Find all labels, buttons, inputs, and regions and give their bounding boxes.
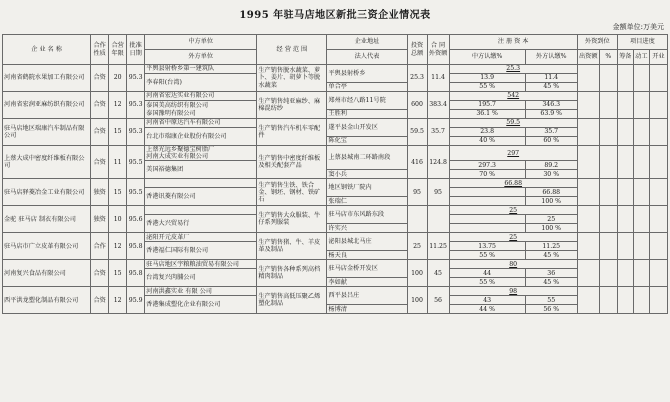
cell-progress-work [633,179,649,206]
partner-fn-text: 香港集成塑化企业有限公司 [146,301,221,309]
cell-capital-fn-amount: 346.3 [525,101,577,110]
cell-scope: 生产销售汽车机车零配件 [257,119,327,146]
cell-address: 郑州市经八路11号院 [327,92,407,110]
cell-scope: 生产销售纯亚麻纱、麻棉混纺纱 [257,92,327,119]
cell-capital-fn-amount: 11.4 [525,74,577,83]
cell-arrival-pct [599,287,617,314]
cell-capital-cn-amount: 195.7 [449,101,525,110]
cell-arrival-paid [577,206,599,233]
cell-capital-fn-pct: 45 % [525,83,577,92]
cell-date: 95.8 [127,233,145,260]
cell-capital-fn-amount: 36 [525,269,577,278]
cell-capital-fn-amount: 89.2 [525,161,577,170]
cell-years: 12 [109,233,127,260]
cell-date: 95.3 [127,65,145,92]
enterprise-table [2,34,668,314]
partner-fn-text: 美国裕德集团 [146,166,184,174]
cell-contract: 124.8 [427,146,449,179]
cell-arrival-paid [577,65,599,92]
table-row [3,146,668,161]
cell-rep: 杨天良 [327,251,407,260]
cell-arrival-pct [599,65,617,92]
cell-years: 15 [109,119,127,146]
cell-progress-open [649,287,667,314]
partner-cn-text-2: 河南大成实业有限公司 [146,153,209,161]
cell-date: 95.5 [127,146,145,179]
cell-years: 11 [109,146,127,179]
table-row [3,206,668,215]
cell-progress-open [649,179,667,206]
cell-capital-fn-amount: 66.88 [525,188,577,197]
cell-progress-work [633,119,649,146]
header-investment: 投资总额 [407,35,427,65]
cell-invest: 59.5 [407,119,427,146]
header-cooperation: 合作性质 [91,35,109,65]
cell-capital-fn-pct: 60 % [525,137,577,146]
cell-partner-cn [145,206,257,215]
cell-invest: 100 [407,260,427,287]
unit-note: 金额单位:万美元 [612,23,664,31]
cell-capital-fn-pct: 100 % [525,197,577,206]
cell-address: 泌阳县城北马庄 [327,233,407,251]
cell-partner-cn [145,119,257,128]
cell-capital-fn-amount: 11.25 [525,242,577,251]
cell-progress-prep [617,146,633,179]
cell-capital-cn-amount [449,215,525,224]
cell-partner-cn [145,92,257,101]
table-row [3,260,668,269]
cell-name: 驻马店市广立皮革有限公司 [3,233,91,260]
header-rep: 法人代表 [327,50,407,65]
table-row [3,287,668,296]
header-years: 合营年限 [109,35,127,65]
cell-capital-cn-pct [449,197,525,206]
header-progress-work: 动工 [633,50,649,65]
cell-arrival-paid [577,179,599,206]
cell-capital-cn-pct: 70 % [449,170,525,179]
cell-address: 地区钢铁厂院内 [327,179,407,197]
cell-invest: 600 [407,92,427,119]
table-row [3,92,668,101]
partner-fn-text: 泰国美高纺织有限公司 [146,102,209,110]
cell-arrival-pct [599,179,617,206]
cell-capital-total: 66.88 [449,179,577,188]
cell-scope: 生产销售生铁、铁合金、钢坯、钢材、铁矿石 [257,179,327,206]
header-arrival-pct: % [599,50,617,65]
cell-progress-prep [617,65,633,92]
cell-date: 95.3 [127,119,145,146]
cell-invest: 95 [407,179,427,206]
partner-cn-text: 河南省中原达汽车有限公司 [146,119,221,127]
cell-partner-fn [145,74,257,92]
cell-partner-cn [145,146,257,161]
cell-partner-fn [145,101,257,119]
cell-progress-prep [617,233,633,260]
cell-contract: 56 [427,287,449,314]
cell-scope: 生产销售脱水蔬菜、萝卜、姜片、胡萝卜等脱水蔬菜 [257,65,327,92]
cell-capital-total: 25.3 [449,65,577,74]
cell-capital-total: 59.5 [449,119,577,128]
cell-years: 10 [109,206,127,233]
cell-capital-fn-pct: 45 % [525,278,577,287]
cell-partner-cn [145,287,257,296]
cell-years: 15 [109,179,127,206]
cell-progress-open [649,65,667,92]
cell-arrival-paid [577,146,599,179]
cell-progress-open [649,119,667,146]
partner-fn-text: 李春阳(台湾) [146,78,182,86]
partner-fn-text-2: 泰国豫明有限公司 [146,109,196,117]
cell-progress-work [633,206,649,233]
header-progress-open: 开业 [649,50,667,65]
cell-arrival-pct [599,206,617,233]
cell-date: 95.3 [127,92,145,119]
cell-invest: 25 [407,233,427,260]
header-name: 企 业 名 称 [3,35,91,65]
partner-cn-text: 上蔡光远乡聚德宝树脂厂 [146,146,215,153]
cell-name: 西平洪龙塑化制品有限公司 [3,287,91,314]
cell-progress-prep [617,287,633,314]
cell-rep: 单合亭 [327,83,407,92]
partner-fn-text: 香港大兴贸易行 [146,220,190,228]
partner-fn-text: 香港福仁国际有限公司 [146,247,209,255]
cell-date: 95.5 [127,179,145,206]
cell-partner-fn [145,296,257,314]
cell-capital-cn-pct: 36.1 % [449,110,525,119]
cell-capital-total: 297 [449,146,577,161]
header-scope: 经 营 范 围 [257,35,327,65]
cell-name: 河南省鹤院水果加工有限公司 [3,65,91,92]
cell-arrival-paid [577,260,599,287]
cell-name: 金驼 驻马店 制衣有限公司 [3,206,91,233]
cell-arrival-paid [577,92,599,119]
page-title: 1995 年驻马店地区新批三资企业情况表 [239,10,431,21]
cell-address: 驻马店金桥开发区 [327,260,407,278]
cell-contract: 383.4 [427,92,449,119]
cell-partner-cn [145,233,257,242]
header-progress: 项目进度 [617,35,667,50]
cell-progress-prep [617,179,633,206]
cell-capital-cn-amount: 297.3 [449,161,525,170]
cell-progress-work [633,92,649,119]
cell-arrival-pct [599,146,617,179]
cell-partner-fn [145,161,257,179]
header-address: 企业地址 [327,35,407,50]
cell-address: 驻马店市东风路东段 [327,206,407,224]
cell-nature: 合资 [91,65,109,92]
cell-progress-work [633,233,649,260]
cell-years: 12 [109,92,127,119]
cell-capital-fn-pct: 63.9 % [525,110,577,119]
cell-years: 12 [109,287,127,314]
cell-progress-open [649,233,667,260]
cell-nature: 合资 [91,260,109,287]
cell-capital-total: 25 [449,233,577,242]
partner-cn-text: 河南省宏达实业有限公司 [146,92,215,100]
header-date: 批准日期 [127,35,145,65]
table-row [3,233,668,242]
cell-progress-open [649,92,667,119]
cell-scope: 生产销售猪、牛、羊皮革及制品 [257,233,327,260]
cell-partner-fn [145,269,257,287]
cell-capital-cn-amount: 44 [449,269,525,278]
cell-years: 15 [109,260,127,287]
header-foreign-arrival: 外资到位 [577,35,617,50]
cell-nature: 合资 [91,92,109,119]
cell-name: 河南复兴食品有限公司 [3,260,91,287]
cell-capital-fn-pct: 45 % [525,251,577,260]
cell-capital-fn-pct: 56 % [525,305,577,314]
partner-cn-text: 驻马店地区宇粮粮油贸易有限公司 [146,260,239,268]
partner-fn-text: 香港讯菱有限公司 [146,193,196,201]
cell-address: 西平县吕庄 [327,287,407,305]
cell-nature: 合资 [91,119,109,146]
cell-name: 河南省宏润亚麻纺织有限公司 [3,92,91,119]
cell-progress-work [633,287,649,314]
partner-fn-text: 台北市瑞康企业股份有限公司 [146,132,227,140]
partner-cn-text: 平舆县射桥乡第一建筑队 [146,65,215,73]
cell-progress-open [649,206,667,233]
cell-arrival-pct [599,119,617,146]
cell-nature: 合资 [91,287,109,314]
header-partner-cn: 中方单位 [145,35,257,50]
cell-contract: 35.7 [427,119,449,146]
cell-scope: 生产销售高低压聚乙烯塑化制品 [257,287,327,314]
cell-progress-work [633,146,649,179]
partner-cn-text: 泌阳开元皮革厂 [146,233,190,241]
cell-capital-cn-pct: 55 % [449,278,525,287]
cell-capital-cn-amount [449,188,525,197]
cell-nature: 合作 [91,233,109,260]
cell-progress-open [649,260,667,287]
cell-rep: 窦小兵 [327,170,407,179]
cell-capital-cn-pct: 55 % [449,251,525,260]
cell-capital-total: 542 [449,92,577,101]
cell-rep: 张瑞仁 [327,197,407,206]
cell-invest: 100 [407,287,427,314]
cell-capital-cn-amount: 43 [449,296,525,305]
cell-scope: 生产销售大众服装、牛仔系列服装 [257,206,327,233]
cell-partner-fn [145,128,257,146]
cell-contract: 95 [427,179,449,206]
cell-capital-fn-pct: 100 % [525,224,577,233]
cell-date: 95.9 [127,287,145,314]
cell-partner-fn [145,242,257,260]
cell-capital-fn-amount: 35.7 [525,128,577,137]
table-row [3,119,668,128]
cell-capital-cn-amount: 13.9 [449,74,525,83]
cell-contract: 45 [427,260,449,287]
header-capital: 注 册 资 本 [449,35,577,50]
cell-progress-open [649,146,667,179]
cell-rep: 王胜利 [327,110,407,119]
cell-capital-cn-pct [449,224,525,233]
cell-arrival-paid [577,287,599,314]
cell-rep: 陈化宝 [327,137,407,146]
cell-address: 上蔡县城南二环路南段 [327,146,407,170]
cell-address: 遂平县金山开发区 [327,119,407,137]
cell-progress-prep [617,119,633,146]
header-capital-cn: 中方认缴% [449,50,525,65]
cell-progress-prep [617,260,633,287]
header-arrival-paid: 出资额 [577,50,599,65]
cell-arrival-paid [577,119,599,146]
cell-contract: 11.4 [427,65,449,92]
cell-rep: 李如献 [327,278,407,287]
cell-partner-cn [145,65,257,74]
cell-nature: 独资 [91,179,109,206]
cell-capital-fn-pct: 30 % [525,170,577,179]
cell-capital-cn-pct: 40 % [449,137,525,146]
cell-arrival-paid [577,233,599,260]
cell-date: 95.6 [127,206,145,233]
header-capital-fn: 外方认缴% [525,50,577,65]
cell-capital-fn-amount: 55 [525,296,577,305]
cell-scope: 生产销售各种系列高档精肉制品 [257,260,327,287]
header-progress-prep: 筹备 [617,50,633,65]
cell-scope: 生产销售中密度纤维板及相关配套产品 [257,146,327,179]
cell-years: 20 [109,65,127,92]
cell-nature: 独资 [91,206,109,233]
cell-date: 95.8 [127,260,145,287]
cell-nature: 合资 [91,146,109,179]
cell-capital-cn-pct: 55 % [449,83,525,92]
cell-name: 驻马店地区瑞康汽车制品有限公司 [3,119,91,146]
cell-name: 驻马店驿菱冶金工业有限公司 [3,179,91,206]
cell-capital-cn-amount: 23.8 [449,128,525,137]
cell-address: 平舆县射桥乡 [327,65,407,83]
table-row [3,65,668,74]
table-row [3,179,668,188]
cell-progress-prep [617,206,633,233]
header-partner-fn: 外方单位 [145,50,257,65]
table-body [3,65,668,314]
header-contract: 合 同外资额 [427,35,449,65]
cell-invest: 416 [407,146,427,179]
cell-invest: 25.3 [407,65,427,92]
cell-partner-fn [145,215,257,233]
cell-arrival-pct [599,233,617,260]
cell-capital-fn-amount: 25 [525,215,577,224]
cell-progress-work [633,260,649,287]
cell-capital-total: 80 [449,260,577,269]
cell-capital-cn-amount: 13.75 [449,242,525,251]
cell-partner-cn [145,260,257,269]
cell-capital-total: 98 [449,287,577,296]
cell-rep: 杨博清 [327,305,407,314]
cell-capital-total: 25 [449,206,577,215]
cell-invest [407,206,427,233]
cell-partner-fn [145,188,257,206]
cell-partner-cn [145,179,257,188]
cell-progress-work [633,65,649,92]
cell-capital-cn-pct: 44 % [449,305,525,314]
cell-contract [427,206,449,233]
cell-arrival-pct [599,260,617,287]
cell-arrival-pct [599,92,617,119]
cell-rep: 许实兴 [327,224,407,233]
cell-contract: 11.25 [427,233,449,260]
partner-cn-text: 河南洪鑫实业 有限 公司 [146,287,212,295]
cell-name: 上蔡大成中密度纤维板有限公司 [3,146,91,179]
cell-progress-prep [617,92,633,119]
partner-fn-text: 台湾复兴肉脯公司 [146,274,196,282]
